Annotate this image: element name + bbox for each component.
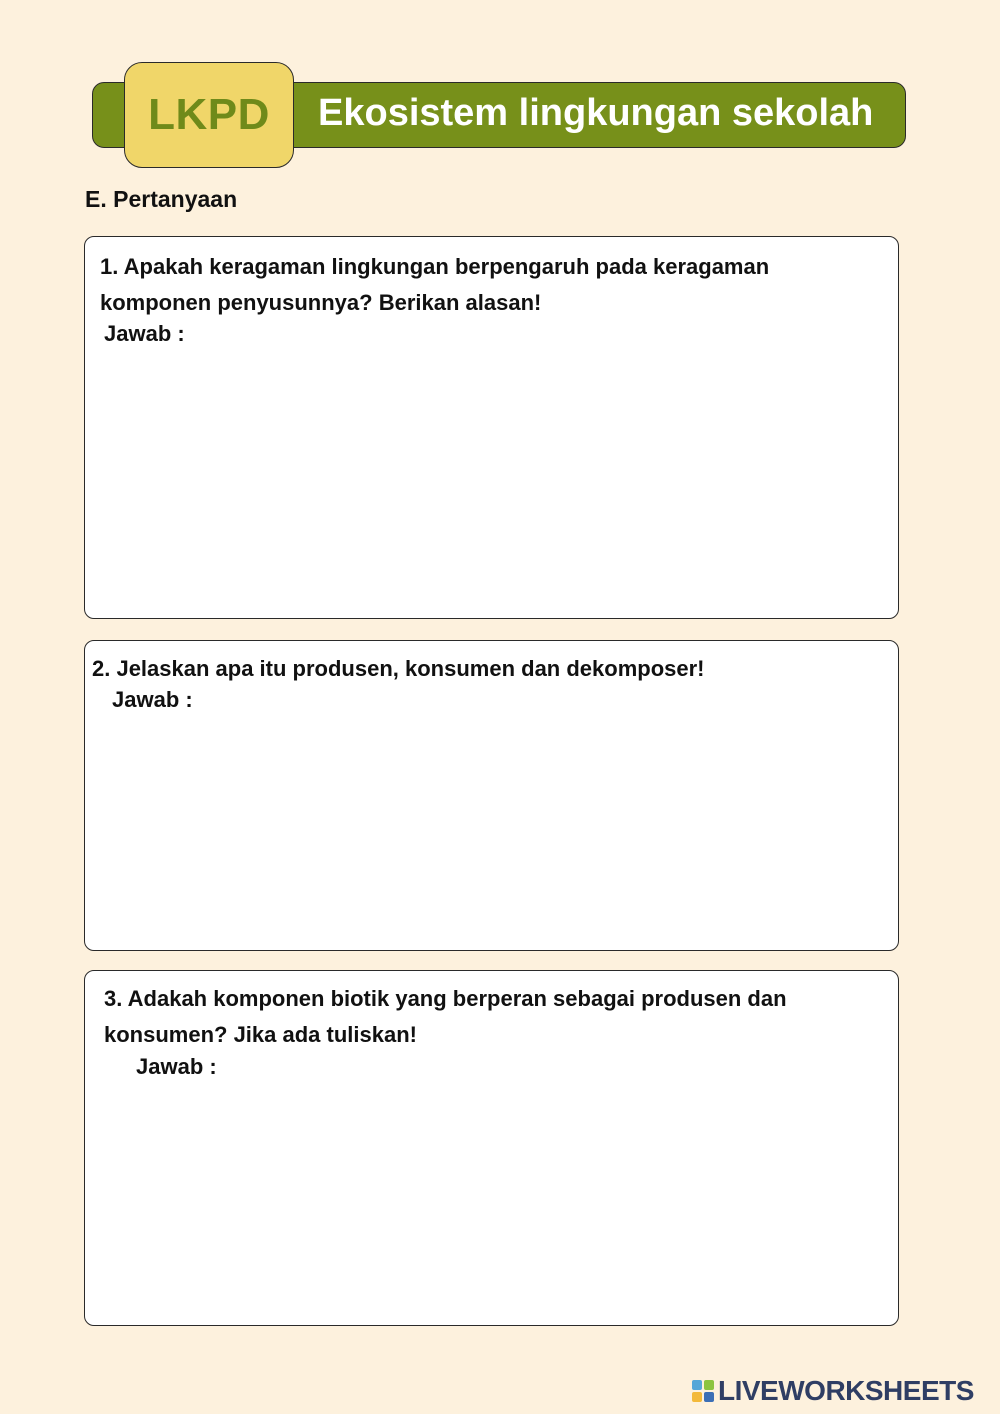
question-1-text: 1. Apakah keragaman lingkungan berpengaruh pada keragaman komponen penyusunnya? Berikan alasan! xyxy=(100,254,770,315)
question-1-answer-label: Jawab : xyxy=(104,321,185,346)
question-3-answer-label: Jawab : xyxy=(136,1054,217,1079)
lkpd-badge-label: LKPD xyxy=(148,90,270,139)
lkpd-badge xyxy=(124,62,294,168)
liveworksheets-logo-icon xyxy=(692,1380,714,1402)
section-title: E. Pertanyaan xyxy=(85,186,238,212)
question-2-answer-label: Jawab : xyxy=(112,687,193,712)
worksheet-title: Ekosistem lingkungan sekolah xyxy=(318,92,874,134)
footer-brand-text: LIVEWORKSHEETS xyxy=(718,1375,974,1406)
question-2-text: 2. Jelaskan apa itu produsen, konsumen dan dekomposer! xyxy=(92,656,705,681)
question-3-text: 3. Adakah komponen biotik yang berperan sebagai produsen dan konsumen? Jika ada tuliskan! xyxy=(104,986,787,1047)
footer-brand xyxy=(692,1374,974,1408)
